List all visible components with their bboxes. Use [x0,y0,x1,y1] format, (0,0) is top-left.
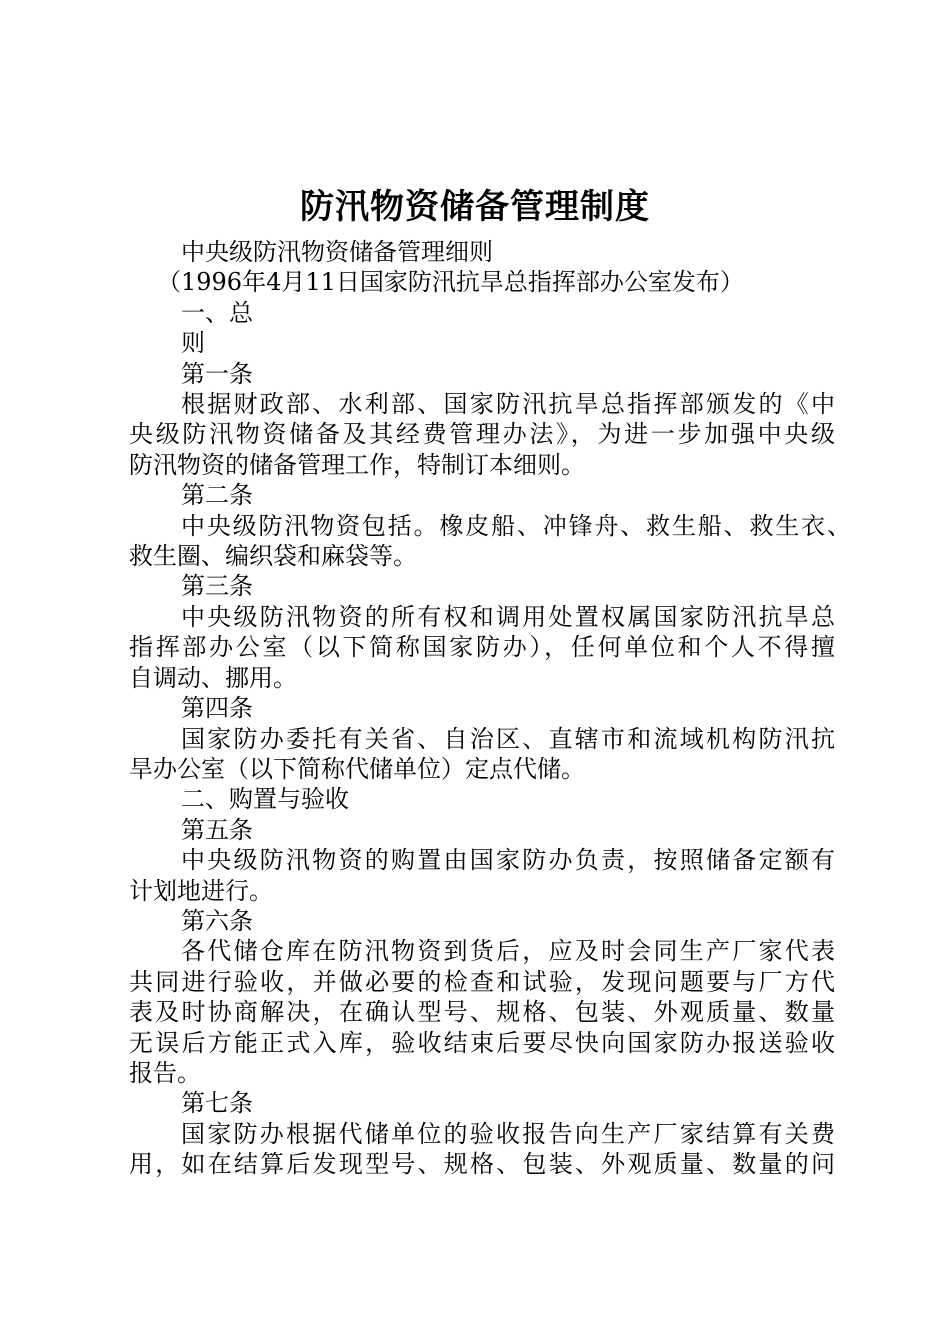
article-heading [129,815,835,845]
article-heading [129,480,835,510]
text-line: 旱办公室（以下简称代储单位）定点代储。 [129,754,585,783]
article-heading [129,1088,835,1118]
text-line: 无误后方能正式入库，验收结束后要尽快向国家防办报送验收 [129,1028,835,1057]
text-line: 第四条 [181,694,253,723]
text-line: 央级防汛物资储备及其经费管理办法》，为进一步加强中央级 [129,420,835,449]
text-line: 各代储仓库在防汛物资到货后，应及时会同生产厂家代表 [181,937,835,966]
article-body [129,724,835,785]
article-body [129,845,835,906]
text-line: 根据财政部、水利部、国家防汛抗旱总指挥部颁发的《中 [181,390,835,419]
text-line: 第一条 [181,359,253,388]
text-line: 用，如在结算后发现型号、规格、包装、外观质量、数量的问 [129,1150,835,1179]
text-line: （1996年4月11日国家防汛抗旱总指挥部办公室发布） [157,268,744,297]
text-line: 国家防办委托有关省、自治区、直辖市和流域机构防汛抗 [181,724,835,753]
text-line: 表及时协商解决，在确认型号、规格、包装、外观质量、数量 [129,998,835,1027]
text-line: 指挥部办公室（以下简称国家防办），任何单位和个人不得擅 [129,633,835,662]
subtitle [129,237,835,267]
section-heading [129,298,835,328]
text-line: 中央级防汛物资的所有权和调用处置权属国家防汛抗旱总 [181,602,835,631]
document-body [129,237,851,1180]
article-heading [129,359,835,389]
section-heading [129,784,835,814]
text-line: 救生圈、编织袋和麻袋等。 [129,542,417,571]
text-line: 二、购置与验收 [181,785,349,814]
text-line: 第三条 [181,572,253,601]
text-line: 第二条 [181,481,253,510]
text-line: 第六条 [181,906,253,935]
article-body [129,936,835,1088]
article-body [129,389,835,480]
text-line: 则 [181,329,205,358]
text-line: 一、总 [181,298,253,327]
article-heading [129,571,835,601]
text-line: 中央级防汛物资储备管理细则 [181,238,493,266]
text-line: 自调动、挪用。 [129,663,297,692]
text-line: 防汛物资的储备管理工作，特制订本细则。 [129,450,585,479]
document-title: 防汛物资储备管理制度 [300,187,650,227]
text-line: 中央级防汛物资包括。橡皮船、冲锋舟、救生船、救生衣、 [181,511,851,540]
article-heading [129,906,835,936]
text-line: 报告。 [129,1058,201,1087]
text-line: 共同进行验收，并做必要的检查和试验，发现问题要与厂方代 [129,967,835,996]
article-body [129,511,851,572]
article-heading [129,693,835,723]
publication-note [129,267,835,297]
section-heading [129,328,835,358]
text-line: 中央级防汛物资的购置由国家防办负责，按照储备定额有 [181,846,835,875]
text-line: 计划地进行。 [129,876,273,905]
article-body [129,602,835,693]
text-line: 第七条 [181,1089,253,1118]
text-line: 第五条 [181,815,253,844]
article-body [129,1119,835,1180]
text-line: 国家防办根据代储单位的验收报告向生产厂家结算有关费 [181,1119,835,1148]
